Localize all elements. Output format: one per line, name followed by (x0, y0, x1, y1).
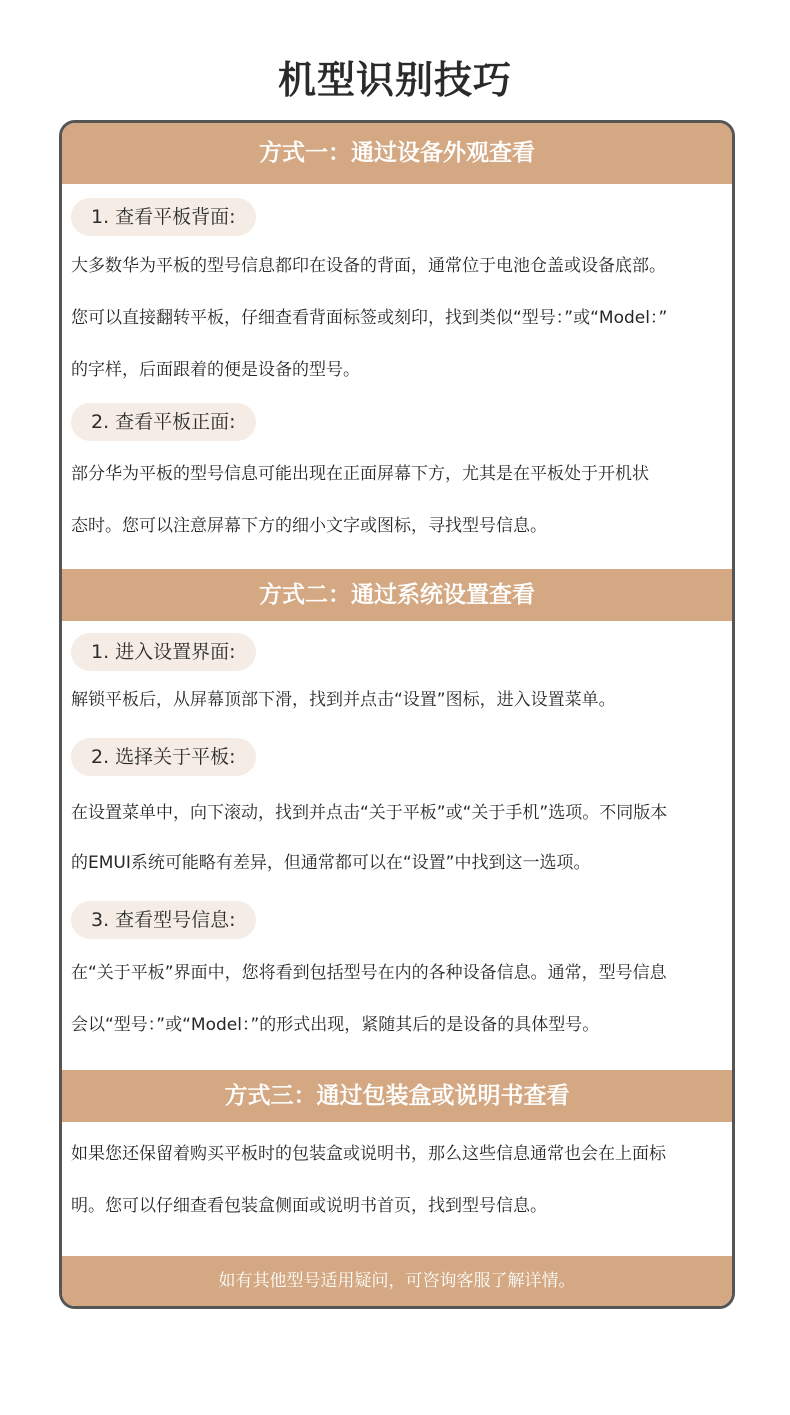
section-header-settings: 方式二：通过系统设置查看 (62, 569, 732, 621)
step-title-model-info: 3. 查看型号信息: (71, 901, 256, 939)
step-text-model-info (71, 947, 731, 1051)
text-line: 部分华为平板的型号信息可能出现在正面屏幕下方，尤其是在平板处于开机状 (71, 464, 649, 484)
step-text-front (71, 448, 731, 552)
step-text-back (71, 240, 731, 396)
text-line: 大多数华为平板的型号信息都印在设备的背面，通常位于电池仓盖或设备底部。 (71, 256, 666, 276)
text-line: 明。您可以仔细查看包装盒侧面或说明书首页，找到型号信息。 (71, 1196, 547, 1216)
text-line: 的字样，后面跟着的便是设备的型号。 (71, 360, 360, 380)
tips-card (59, 120, 735, 1309)
step-title-enter-settings: 1. 进入设置界面: (71, 633, 256, 671)
text-line: 在设置菜单中，向下滚动，找到并点击“关于平板”或“关于手机”选项。不同版本 (71, 803, 668, 823)
text-line: 在“关于平板”界面中，您将看到包括型号在内的各种设备信息。通常，型号信息 (71, 963, 667, 983)
text-line: 会以“型号：”或“Model：”的形式出现，紧随其后的是设备的具体型号。 (71, 1015, 600, 1035)
text-line: 解锁平板后，从屏幕顶部下滑，找到并点击“设置”图标，进入设置菜单。 (71, 690, 616, 710)
packaging-text (71, 1128, 731, 1232)
text-line: 您可以直接翻转平板，仔细查看背面标签或刻印，找到类似“型号：”或“Model：” (71, 308, 668, 328)
step-title-front: 2. 查看平板正面: (71, 403, 256, 441)
section-header-appearance: 方式一：通过设备外观查看 (62, 123, 732, 184)
section-header-packaging: 方式三：通过包装盒或说明书查看 (62, 1070, 732, 1122)
text-line: 如果您还保留着购买平板时的包装盒或说明书，那么这些信息通常也会在上面标 (71, 1144, 666, 1164)
step-title-back: 1. 查看平板背面: (71, 198, 256, 236)
page-title: 机型识别技巧 (277, 58, 512, 102)
step-text-enter-settings (71, 677, 731, 723)
step-title-about-tablet: 2. 选择关于平板: (71, 738, 256, 776)
text-line: 态时。您可以注意屏幕下方的细小文字或图标，寻找型号信息。 (71, 516, 547, 536)
text-line: 的EMUI系统可能略有差异，但通常都可以在“设置”中找到这一选项。 (71, 853, 591, 873)
footer-note: 如有其他型号适用疑问，可咨询客服了解详情。 (62, 1256, 732, 1306)
step-text-about-tablet (71, 788, 731, 888)
